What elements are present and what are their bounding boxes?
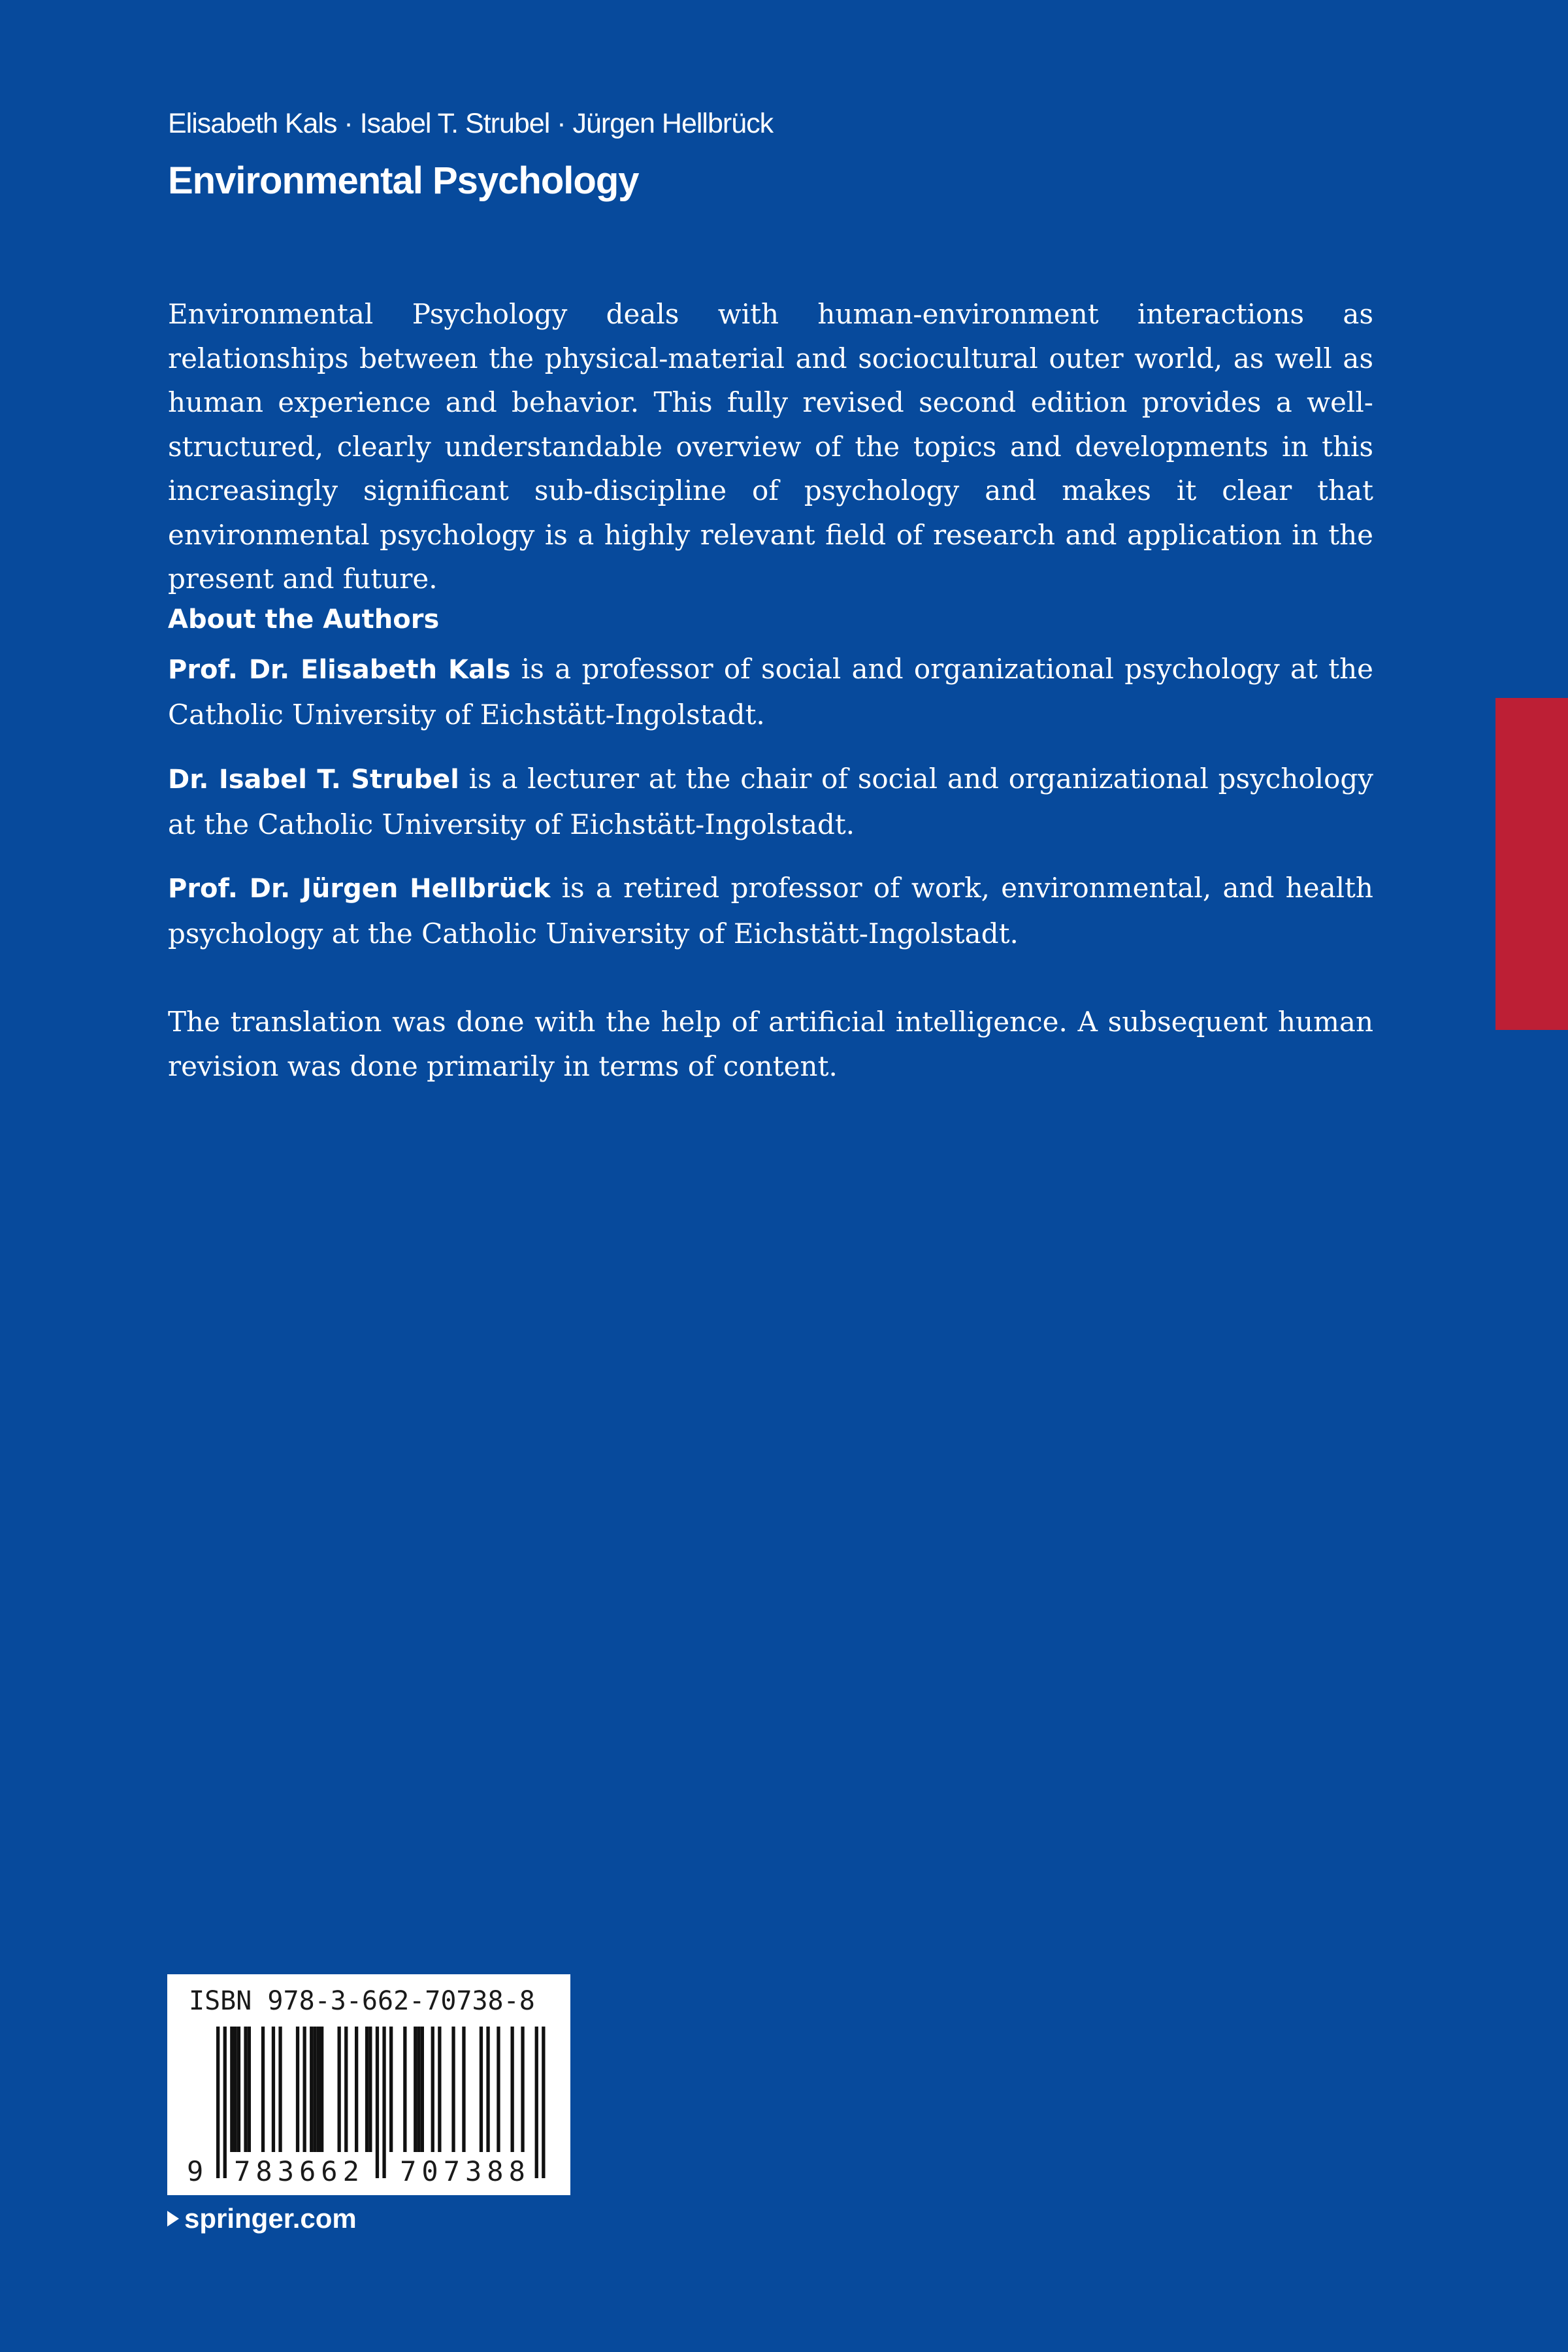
barcode-bar: [261, 2027, 265, 2152]
barcode-guard-bar: [223, 2027, 227, 2178]
triangle-right-icon: [167, 2211, 179, 2227]
barcode-guard-bar: [535, 2027, 538, 2178]
author-bio-text: is a retired professor of work, environmental, and health psychology at the Catholic University of Eichstätt-Ingolstadt.: [168, 872, 1373, 950]
barcode-left-digits: 783662: [234, 2155, 365, 2187]
barcode-bar: [480, 2027, 483, 2152]
barcode-bar: [317, 2027, 320, 2152]
author-bio-text: is a professor of social and organizational psychology at the Catholic University of Eichstätt-Ingolstadt.: [168, 653, 1374, 731]
barcode-bar: [248, 2027, 251, 2152]
barcode-bar: [497, 2027, 500, 2152]
barcode-bar: [389, 2027, 393, 2152]
barcode-bar: [313, 2027, 316, 2152]
author-bio-kals: [168, 647, 1373, 737]
barcode-bar: [296, 2027, 299, 2152]
barcode-bar: [511, 2027, 514, 2152]
barcode-bar: [310, 2027, 313, 2152]
barcode-bar: [462, 2027, 465, 2152]
barcode-bar: [234, 2027, 237, 2152]
barcode-bar: [417, 2027, 420, 2152]
author-name: Dr. Isabel T. Strubel: [168, 765, 459, 795]
barcode-bar: [355, 2027, 358, 2152]
isbn-label: ISBN 978-3-662-70738-8: [189, 1986, 535, 2016]
isbn-barcode-box: [167, 1974, 570, 2195]
barcode-bar: [421, 2027, 424, 2152]
barcode-bar: [403, 2027, 406, 2152]
barcode-guard-bar: [382, 2027, 385, 2178]
barcode-bar: [344, 2027, 348, 2152]
about-authors-heading: About the Authors: [168, 605, 440, 635]
barcode-bar: [230, 2027, 233, 2152]
barcode-bar: [237, 2027, 240, 2152]
springer-link[interactable]: [167, 2205, 357, 2232]
barcode-guard-bar: [216, 2027, 220, 2178]
barcode-bar: [303, 2027, 306, 2152]
barcode-bar: [451, 2027, 455, 2152]
author-bio-hellbrueck: [168, 866, 1373, 955]
barcode-bar: [486, 2027, 489, 2152]
book-title: Environmental Psychology: [168, 159, 639, 202]
barcode-right-digits: 707388: [400, 2155, 531, 2187]
barcode-bar: [521, 2027, 524, 2152]
barcode-bar: [338, 2027, 341, 2152]
springer-link-text: springer.com: [184, 2203, 357, 2234]
author-name: Prof. Dr. Elisabeth Kals: [168, 655, 511, 685]
book-description: Environmental Psychology deals with human-environment interactions as relationships between the physical-material and sociocultural outer world, as well as human experience and behavior. This fully revised second edition provides a well-structured, clearly understandable overview of the topics and developments in this increasingly significant sub-discipline of psychology and makes it clear that environmental psychology is a highly relevant field of research and application in the present and future.: [168, 298, 1373, 595]
barcode-bar: [414, 2027, 417, 2152]
barcode-bar: [272, 2027, 275, 2152]
translation-note: The translation was done with the help of artificial intelligence. A subsequent human revision was done primarily in terms of content.: [168, 1006, 1373, 1082]
barcode-bar: [278, 2027, 282, 2152]
author-name: Prof. Dr. Jürgen Hellbrück: [168, 874, 551, 904]
barcode-guard-bar: [376, 2027, 379, 2178]
barcode-first-digit: 9: [187, 2155, 204, 2187]
barcode-bar: [320, 2027, 323, 2152]
barcode-bar: [365, 2027, 368, 2152]
barcode-bar: [368, 2027, 372, 2152]
authors-line: Elisabeth Kals · Isabel T. Strubel · Jürgen Hellbrück: [168, 108, 774, 139]
barcode-bar: [431, 2027, 434, 2152]
barcode-bar: [438, 2027, 441, 2152]
author-bio-strubel: [168, 757, 1373, 846]
barcode-bar: [244, 2027, 247, 2152]
barcode-guard-bar: [542, 2027, 545, 2178]
author-bio-text: is a lecturer at the chair of social and organizational psychology at the Catholic University of Eichstätt-Ingolstadt.: [168, 763, 1373, 840]
spine-color-tab: [1495, 698, 1568, 1030]
